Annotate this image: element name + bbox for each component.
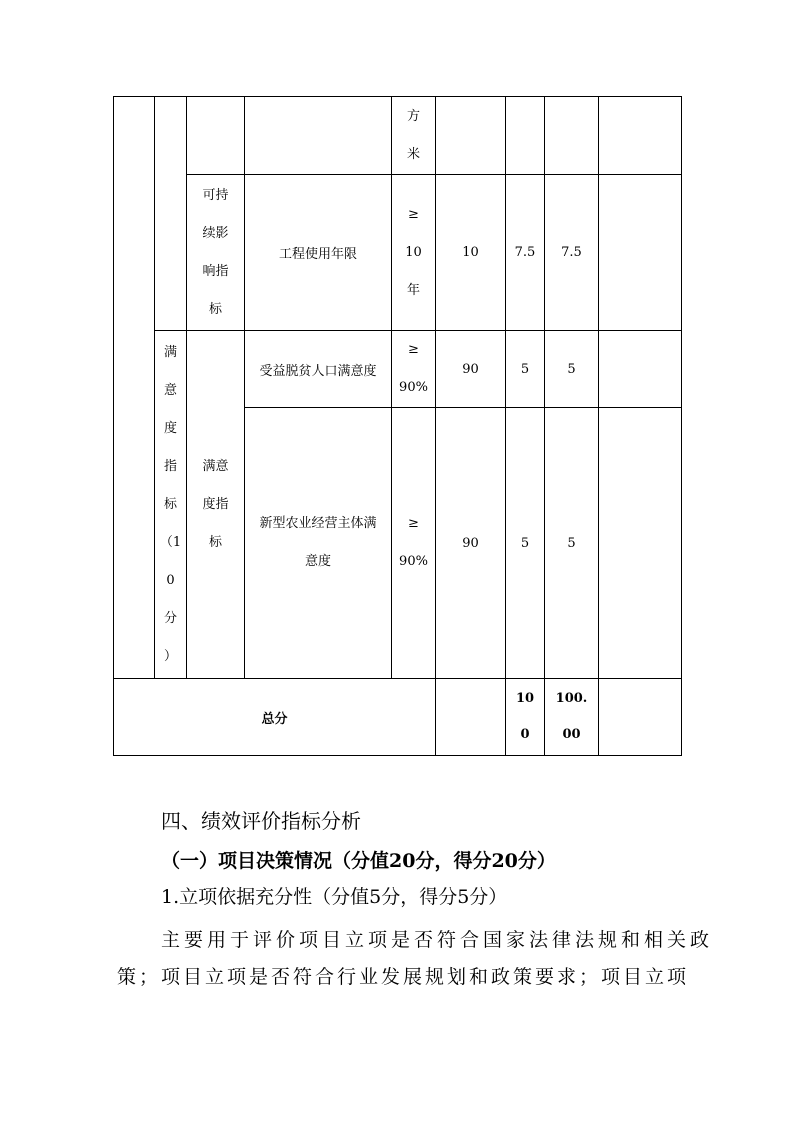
category-char: 指 (163, 458, 177, 474)
target-value-cell (392, 175, 435, 330)
score-cell (506, 175, 544, 330)
weight-value: 90 (462, 361, 479, 377)
target-unit-line: 米 (406, 146, 420, 162)
score-cell (506, 331, 544, 407)
indicator-name: 受益脱贫人口满意度 (259, 363, 377, 379)
weight-value: 10 (462, 245, 479, 260)
total-label-cell (114, 679, 435, 755)
target-unit-cell (392, 97, 435, 174)
subcategory-line: 标 (208, 534, 222, 550)
score-cell (545, 331, 598, 407)
body-paragraph-line: 主要用于评价项目立项是否符合国家法律法规和相关政 (161, 929, 714, 951)
subcategory-line: 满意 (202, 458, 229, 474)
total-label: 总分 (261, 711, 288, 727)
weight-cell (436, 175, 505, 330)
satisfaction-category-cell (155, 331, 186, 678)
category-line: 标 (208, 301, 222, 317)
weight-cell (436, 331, 505, 407)
sustainability-category-cell (187, 175, 244, 330)
target-line: ≥ (408, 342, 419, 357)
score-value: 5 (567, 361, 576, 377)
score-value: 5 (567, 535, 576, 551)
sub-heading: （一）项目决策情况（分值20分，得分20分） (161, 850, 556, 872)
score-value: 7.5 (514, 245, 536, 260)
indicator-cell (245, 331, 391, 407)
total-weight-cell (506, 679, 544, 755)
score-value: 5 (520, 361, 530, 377)
weight-value: 90 (462, 535, 479, 551)
total-weight-line: 0 (520, 727, 530, 742)
target-line: 10 (405, 244, 422, 260)
category-line: 可持 (202, 187, 229, 203)
target-line: ≥ (408, 206, 419, 222)
total-weight-line: 10 (515, 691, 535, 706)
category-line: 续影 (202, 225, 229, 241)
score-value: 7.5 (561, 245, 582, 260)
total-score-line: 100. (555, 691, 588, 706)
indicator-name-line: 意度 (304, 554, 331, 569)
indicator-name: 工程使用年限 (278, 247, 357, 262)
score-cell (545, 408, 598, 678)
indicator-cell (245, 175, 391, 330)
section-heading: 四、绩效评价指标分析 (161, 809, 361, 833)
score-cell (506, 408, 544, 678)
subcategory-line: 度指 (202, 496, 229, 512)
target-value-cell (392, 408, 435, 678)
category-char: 满 (163, 344, 177, 360)
target-line: ≥ (408, 516, 419, 531)
score-cell (545, 175, 598, 330)
table-border-right (681, 96, 682, 756)
item-heading: 1.立项依据充分性（分值5分，得分5分） (161, 886, 508, 908)
category-line: 响指 (202, 263, 229, 279)
score-value: 5 (520, 535, 530, 551)
weight-cell (436, 408, 505, 678)
category-char: ） (163, 648, 177, 664)
col-divider (598, 96, 599, 756)
target-unit-line: 方 (406, 108, 420, 124)
category-char: 度 (163, 420, 177, 436)
table-border-left (113, 96, 114, 756)
category-char: （1 (159, 534, 182, 550)
category-char: 分 (163, 610, 177, 626)
table-border-bottom (113, 755, 682, 756)
satisfaction-subcategory-cell (187, 331, 244, 678)
indicator-cell (245, 408, 391, 678)
category-char: 0 (166, 572, 175, 588)
total-score-line: 00 (562, 727, 581, 742)
target-value-cell (392, 331, 435, 407)
category-char: 意 (163, 382, 177, 398)
target-line: 年 (406, 282, 420, 298)
body-paragraph-line: 策；项目立项是否符合行业发展规划和政策要求；项目立项 (117, 966, 690, 988)
category-char: 标 (163, 496, 177, 512)
indicator-name-line: 新型农业经营主体满 (259, 516, 377, 531)
total-score-cell (545, 679, 598, 755)
target-line: 90% (399, 554, 428, 569)
target-line: 90% (399, 380, 428, 395)
